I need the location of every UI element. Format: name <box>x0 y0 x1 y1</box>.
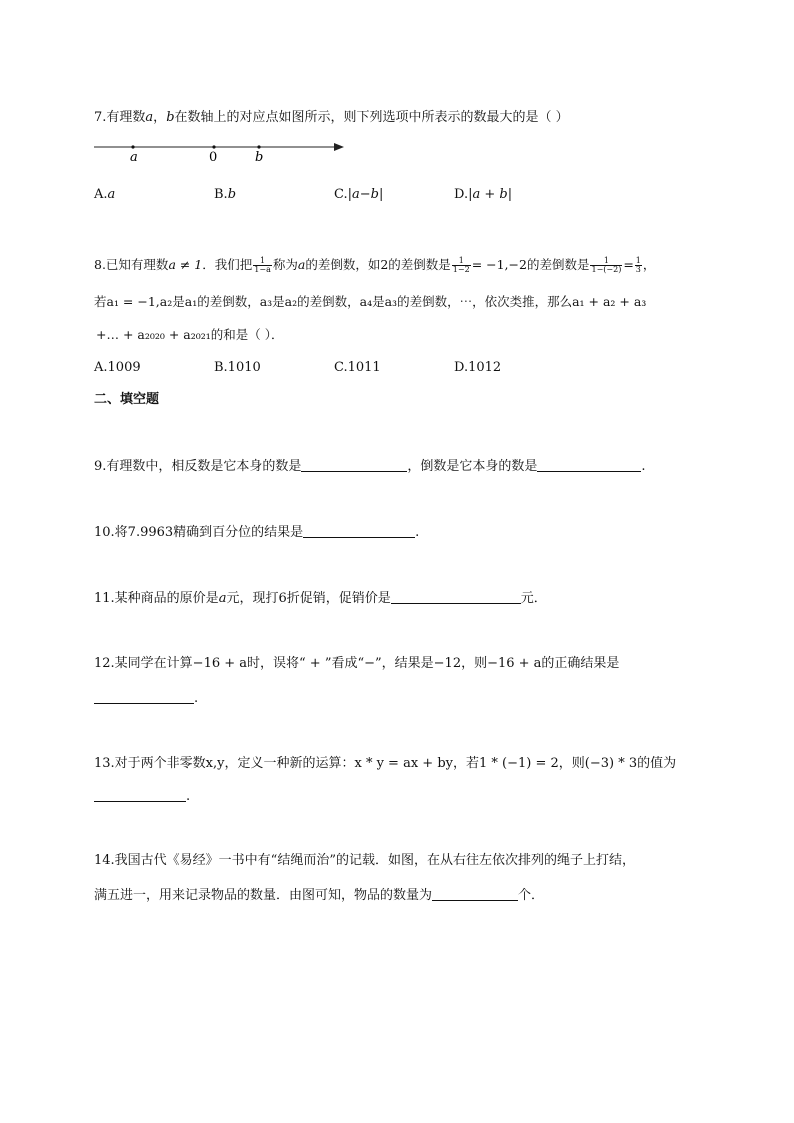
q11-text-3: 元． <box>520 591 547 606</box>
q9-answer-blank-2[interactable] <box>537 457 641 472</box>
q8-text-3: 称为 <box>272 257 298 272</box>
q10-text-1: 10.将7.9963精确到百分位的结果是 <box>94 525 304 540</box>
q7-option-c-letter: C. <box>334 187 348 202</box>
q11-var-a: a <box>218 591 227 606</box>
q8-text-1: 8.已知有理数 <box>94 257 169 272</box>
number-line-point-a <box>131 145 134 148</box>
q8-frac1-den: 1−a <box>254 265 271 274</box>
q7-var-a: a <box>145 110 154 125</box>
q7-option-a-letter: A. <box>94 187 108 202</box>
q12-end: . <box>194 691 199 706</box>
q8-number-2: 2 <box>380 257 389 272</box>
q8-text-8: = −1,−2 <box>471 257 527 272</box>
q8-text-2: ．我们把 <box>202 257 253 272</box>
q8-frac2-num: 1 <box>452 257 471 266</box>
q8-frac3-num: 1 <box>590 257 622 266</box>
q8-fraction-definition <box>253 257 272 274</box>
question-10 <box>94 523 419 542</box>
q9-answer-blank-1[interactable] <box>301 457 407 472</box>
q7-option-b-expr: b <box>227 187 237 202</box>
question-12-line-2 <box>94 689 198 708</box>
q8-fraction-example-2 <box>590 257 622 274</box>
q14-text-2: 个． <box>518 888 545 903</box>
q14-answer-blank[interactable] <box>432 886 518 901</box>
q9-text-2: ，倒数是它本身的数是 <box>407 459 538 474</box>
q7-var-b: b <box>166 110 175 125</box>
q9-text-3: . <box>641 459 646 474</box>
q8-fraction-example-1 <box>452 257 471 274</box>
q8-option-c[interactable]: C.1011 <box>334 360 381 375</box>
question-7-stem <box>94 109 569 127</box>
question-8-line-3: +… + a₂₀₂₀ + a₂₀₂₁的和是（ ）． <box>96 327 284 342</box>
q8-frac3-den: 1−(−2) <box>591 265 622 274</box>
number-line-point-b <box>257 145 260 148</box>
q10-answer-blank[interactable] <box>303 523 415 538</box>
q7-option-c[interactable] <box>334 186 383 204</box>
q8-text-7: 的差倒数是 <box>388 257 451 272</box>
question-14-line-2 <box>94 886 544 905</box>
q13-end: . <box>186 789 191 804</box>
q12-answer-blank[interactable] <box>94 689 194 704</box>
q7-text-prefix: 7.有理数 <box>94 110 146 125</box>
q8-option-d[interactable]: D.1012 <box>454 360 502 375</box>
question-13-line-1: 13.对于两个非零数x,y，定义一种新的运算：x * y = ax + by，若1 * (−1) = 2，则(−3) * 3的值为 <box>94 756 677 771</box>
q8-option-a[interactable]: A.1009 <box>94 360 141 375</box>
q8-text-11: ， <box>642 257 656 272</box>
q8-text-10: = <box>623 257 634 272</box>
q11-text-2: 元，现打6折促销，促销价是 <box>226 591 391 606</box>
q9-text-1: 9.有理数中，相反数是它本身的数是 <box>94 459 302 474</box>
number-line-arrow <box>334 143 344 151</box>
q7-option-b-letter: B. <box>214 187 228 202</box>
q7-sep: ， <box>153 110 167 125</box>
q7-option-d-letter: D. <box>454 187 469 202</box>
q8-frac2-den: 1−2 <box>452 265 470 274</box>
number-line-label-b: b <box>255 150 264 165</box>
q8-condition: a ≠ 1 <box>168 257 203 272</box>
question-12-line-1: 12.某同学在计算−16 + a时，误将“ + ”看成“−”，结果是−12，则−16 + a的正确结果是 <box>94 656 620 671</box>
question-9 <box>94 457 646 476</box>
q7-option-a[interactable] <box>94 186 115 204</box>
q7-option-d[interactable] <box>454 186 512 204</box>
question-14-line-1: 14.我国古代《易经》一书中有“结绳而治”的记载．如图，在从右往左依次排列的绳子上打结， <box>94 853 635 868</box>
q8-option-b[interactable]: B.1010 <box>214 360 261 375</box>
q13-answer-blank[interactable] <box>94 787 186 802</box>
q10-text-2: . <box>415 525 420 540</box>
q8-var-a: a <box>297 257 306 272</box>
q8-frac4-num: 1 <box>635 256 641 265</box>
q7-option-d-expr: |a + b| <box>468 187 513 202</box>
number-line-figure <box>90 138 350 166</box>
number-line-label-zero: 0 <box>209 150 218 165</box>
number-line-point-zero <box>212 145 215 148</box>
section-heading-fill-in: 二、填空题 <box>94 392 160 407</box>
question-8-line-2: 若a₁ = −1,a₂是a₁的差倒数，a₃是a₂的差倒数，a₄是a₃的差倒数，⋯，依次类推，那么a₁ + a₂ + a₃ <box>94 294 647 309</box>
question-8-line-1 <box>94 256 655 274</box>
q7-option-a-expr: a <box>107 187 116 202</box>
q14-text-1: 满五进一，用来记录物品的数量．由图可知，物品的数量为 <box>94 888 433 903</box>
q8-fraction-result <box>635 257 642 274</box>
question-13-line-2 <box>94 787 190 806</box>
q7-option-b[interactable] <box>214 186 236 204</box>
question-11 <box>94 589 547 608</box>
q11-answer-blank[interactable] <box>391 589 521 604</box>
q8-text-9: 的差倒数是 <box>526 257 590 272</box>
q8-frac1-num: 1 <box>253 257 272 266</box>
q8-text-5: 的差倒数，如 <box>305 257 381 272</box>
q7-text-suffix: 在数轴上的对应点如图所示，则下列选项中所表示的数最大的是（ ） <box>174 110 569 125</box>
number-line-label-a: a <box>130 150 138 165</box>
q11-text-1: 11.某种商品的原价是 <box>94 591 219 606</box>
q7-option-c-expr: |a−b| <box>347 187 384 202</box>
q8-frac4-den: 3 <box>635 265 641 274</box>
